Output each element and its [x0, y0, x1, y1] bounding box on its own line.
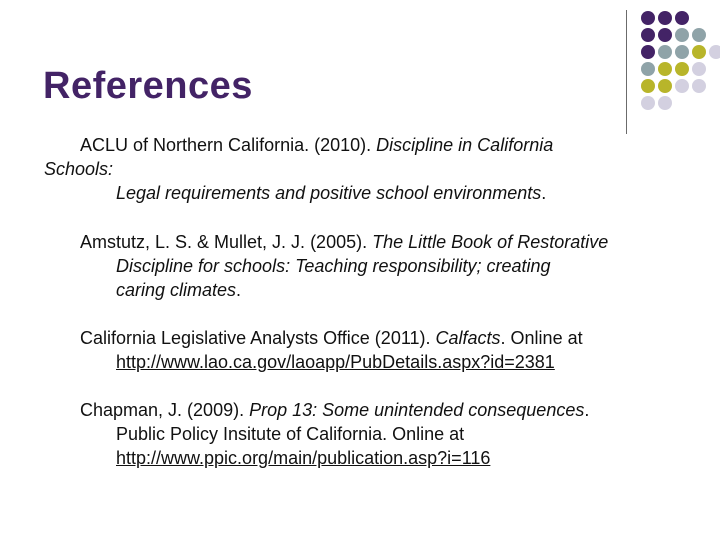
- decorative-dot: [658, 62, 672, 76]
- decorative-dot: [692, 45, 706, 59]
- decorative-dot: [692, 28, 706, 42]
- ref-title: Discipline for schools: Teaching responsibility; creating: [116, 256, 551, 276]
- decorative-dot: [709, 45, 720, 59]
- ref-author: Amstutz, L. S. & Mullet, J. J. (2005).: [80, 232, 373, 252]
- reference-item: ACLU of Northern California. (2010). Discipline in California Schools: Legal requirements and positive school environments.: [44, 135, 554, 203]
- ref-title: The Little Book of Restorative: [372, 232, 609, 252]
- decorative-dot: [675, 45, 689, 59]
- decorative-dot: [641, 28, 655, 42]
- reference-link[interactable]: http://www.lao.ca.gov/laoapp/PubDetails.aspx?id=2381: [116, 352, 555, 372]
- decorative-dot: [641, 79, 655, 93]
- decorative-dot: [692, 62, 706, 76]
- reference-item: Amstutz, L. S. & Mullet, J. J. (2005). The Little Book of Restorative Discipline for schools: Teaching responsibility; creating caring climates.: [80, 232, 609, 300]
- ref-author: California Legislative Analysts Office (2011).: [80, 328, 436, 348]
- decorative-dot: [641, 45, 655, 59]
- ref-title: Discipline in California: [376, 135, 554, 155]
- decorative-dot: [692, 79, 706, 93]
- decorative-dot: [658, 45, 672, 59]
- decorative-dot: [658, 11, 672, 25]
- decorative-dot: [641, 11, 655, 25]
- reference-link[interactable]: http://www.ppic.org/main/publication.asp?i=116: [116, 448, 491, 468]
- ref-title: Calfacts: [435, 328, 501, 348]
- decorative-dot: [641, 96, 655, 110]
- decorative-dot: [658, 79, 672, 93]
- decorative-dot: [675, 28, 689, 42]
- decorative-dot: [658, 96, 672, 110]
- decorative-dot: [675, 11, 689, 25]
- ref-author: Chapman, J. (2009).: [80, 400, 250, 420]
- reference-item: Chapman, J. (2009). Prop 13: Some unintended consequences. Public Policy Insitute of California. Online at http://www.ppic.org/main/publication.asp?i=116: [80, 400, 590, 468]
- ref-title: caring climates: [116, 280, 237, 300]
- decorative-dot: [641, 62, 655, 76]
- ref-publisher: Public Policy Insitute of California. Online at: [116, 424, 465, 444]
- decorative-dot: [675, 79, 689, 93]
- slide-title: References: [43, 65, 253, 107]
- decorative-dot: [658, 28, 672, 42]
- decorative-dot: [675, 62, 689, 76]
- reference-item: California Legislative Analysts Office (2011). Calfacts. Online at http://www.lao.ca.gov/laoapp/PubDetails.aspx?id=2381: [80, 328, 583, 372]
- ref-title: Schools:: [44, 159, 114, 179]
- ref-title: Legal requirements and positive school environments: [116, 183, 542, 203]
- ref-title: Prop 13: Some unintended consequences: [249, 400, 585, 420]
- ref-author: ACLU of Northern California. (2010).: [80, 135, 377, 155]
